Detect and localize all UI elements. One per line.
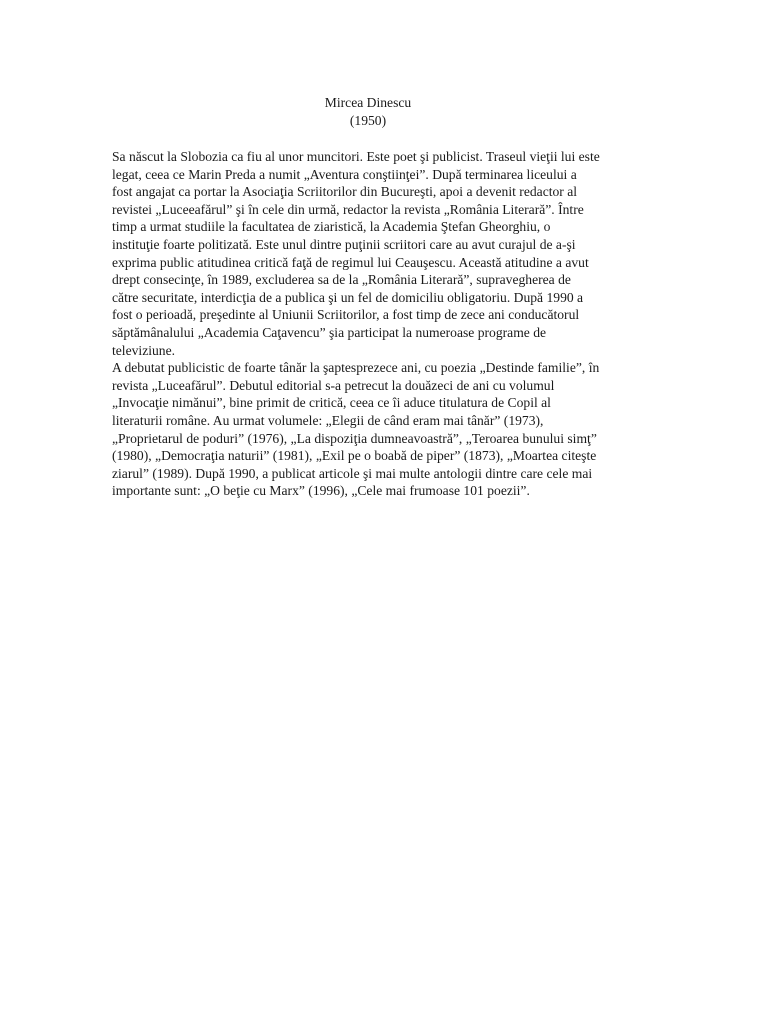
text-line: ziarul” (1989). După 1990, a publicat articole şi mai multe antologii dintre care cele mai <box>112 465 593 481</box>
text-line: săptămânalului „Academia Caţavencu” şia participat la numeroase programe de <box>112 324 547 340</box>
text-line: drept consecinţe, în 1989, excluderea sa de la „România Literară”, supravegherea de <box>112 272 571 288</box>
text-line: legat, ceea ce Marin Preda a numit „Aventura conştiinţei”. După terminarea liceului a <box>112 166 577 182</box>
text-line: către securitate, interdicţia de a publica şi un fel de domiciliu obligatoriu. După 1990 a <box>112 289 584 305</box>
text-line: „Proprietarul de poduri” (1976), „La dispoziţia dumneavoastră”, „Teroarea bunului simţ” <box>112 430 597 446</box>
text-line: televiziune. <box>112 342 176 358</box>
author-birth-year: (1950) <box>349 113 387 128</box>
text-line: timp a urmat studiile la facultatea de ziaristică, la Academia Ştefan Gheorghiu, o <box>112 219 551 235</box>
text-line: literaturii române. Au urmat volumele: „Elegii de când eram mai tânăr” (1973), <box>112 412 544 428</box>
biography-paragraph-2 <box>112 359 672 500</box>
text-line: revista „Luceafărul”. Debutul editorial s-a petrecut la douăzeci de ani cu volumul <box>112 377 555 393</box>
text-line: revistei „Luceeafărul” şi în cele din urmă, redactor la revista „România Literară”. Între <box>112 201 584 217</box>
text-line: exprima public atitudinea critică faţă de regimul lui Ceauşescu. Această atitudine a avut <box>112 254 589 270</box>
author-name: Mircea Dinescu <box>324 95 412 110</box>
text-line: fost o perioadă, preşedinte al Uniunii Scriitorilor, a fost timp de zece ani conducătorul <box>112 307 580 323</box>
text-line: fost angajat ca portar la Asociaţia Scriitorilor din Bucureşti, apoi a devenit redactor al <box>112 184 578 200</box>
document-heading <box>0 94 768 130</box>
text-line: instituţie foarte politizată. Este unul dintre puţinii scriitori care au avut curajul de a-şi <box>112 236 576 252</box>
biography-text <box>112 148 672 500</box>
text-line: importante sunt: „O beţie cu Marx” (1996), „Cele mai frumoase 101 poezii”. <box>112 483 530 499</box>
text-line: (1980), „Democraţia naturii” (1981), „Exil pe o boabă de piper” (1873), „Moartea citeşte <box>112 448 597 464</box>
text-line: „Invocaţie nimănui”, bine primit de critică, ceea ce îi aduce titulatura de Copil al <box>112 395 551 411</box>
text-line: A debutat publicistic de foarte tânăr la şaptesprezece ani, cu poezia „Destinde familie”, în <box>112 360 600 376</box>
text-line: Sa născut la Slobozia ca fiu al unor muncitori. Este poet şi publicist. Traseul vieţii lui este <box>112 149 600 164</box>
biography-paragraph-1 <box>112 148 672 359</box>
